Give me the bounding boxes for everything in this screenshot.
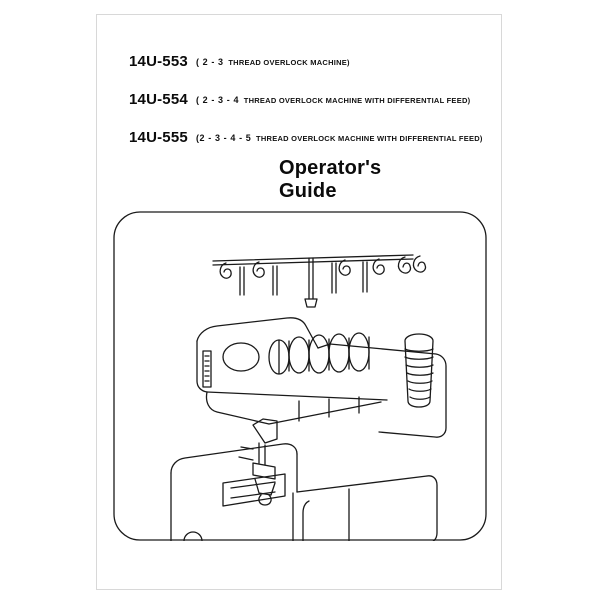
model-description-text: THREAD OVERLOCK MACHINE WITH DIFFERENTIAL FEED)	[256, 134, 483, 143]
model-code: 14U-553	[129, 53, 188, 70]
model-description	[196, 95, 470, 105]
model-thread-count: (2 - 3 - 4 - 5	[195, 133, 252, 143]
machine-upper-body	[197, 318, 446, 437]
page-title-line-2: Guide	[279, 180, 337, 202]
model-code: 14U-554	[129, 91, 188, 108]
model-thread-count: ( 2 - 3 - 4	[195, 95, 240, 105]
model-description-text: THREAD OVERLOCK MACHINE)	[228, 58, 350, 67]
model-row	[97, 53, 501, 70]
page-title	[279, 157, 449, 203]
cover-content	[97, 15, 501, 589]
model-description-text: THREAD OVERLOCK MACHINE WITH DIFFERENTIAL FEED)	[243, 96, 471, 105]
manual-cover-sheet	[96, 14, 502, 590]
model-row	[97, 129, 501, 146]
page-title-line-1: Operator's	[279, 157, 382, 179]
model-list	[97, 53, 501, 167]
thread-cone	[405, 334, 433, 407]
model-code: 14U-555	[129, 129, 188, 146]
thread-guide-assembly	[213, 255, 425, 307]
machine-lower-body	[171, 419, 437, 541]
model-description	[196, 57, 350, 67]
model-row	[97, 91, 501, 108]
machine-illustration	[113, 211, 487, 541]
illustration-frame	[114, 212, 486, 540]
model-description	[196, 133, 483, 143]
model-thread-count: ( 2 - 3	[195, 57, 224, 67]
